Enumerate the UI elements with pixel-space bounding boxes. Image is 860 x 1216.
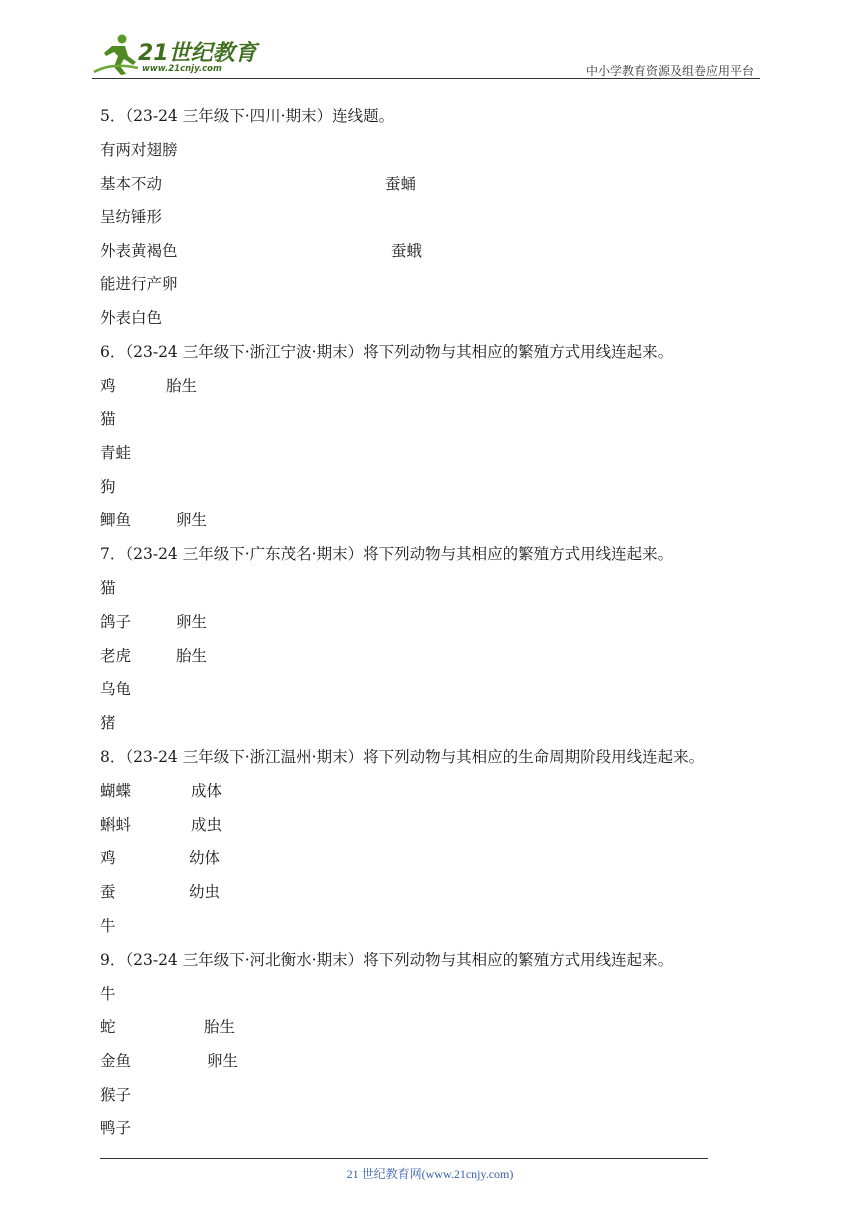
match-right-item: 蚕蛾 bbox=[391, 242, 423, 260]
footer-divider bbox=[100, 1158, 708, 1159]
match-left-item: 老虎 bbox=[100, 647, 132, 665]
match-left-item: 蚕 bbox=[100, 883, 116, 901]
match-right-item: 幼虫 bbox=[189, 883, 221, 901]
logo-url: www.21cnjy.com bbox=[142, 64, 222, 74]
match-right-item: 胎生 bbox=[166, 377, 198, 395]
match-right-item: 卵生 bbox=[176, 511, 208, 529]
runner-logo-icon bbox=[92, 32, 144, 76]
match-right-item: 成虫 bbox=[191, 816, 223, 834]
header-divider bbox=[92, 78, 760, 79]
match-right-item: 胎生 bbox=[204, 1018, 236, 1036]
match-right-item: 幼体 bbox=[189, 849, 221, 867]
match-left-item: 猴子 bbox=[100, 1086, 132, 1104]
match-left-item: 牛 bbox=[100, 985, 116, 1003]
question-title: 9．（23-24 三年级下·河北衡水·期末）将下列动物与其相应的繁殖方式用线连起来。 bbox=[100, 951, 674, 969]
match-left-item: 青蛙 bbox=[100, 444, 132, 462]
match-right-item: 卵生 bbox=[207, 1052, 239, 1070]
match-left-item: 牛 bbox=[100, 917, 116, 935]
question-title: 7．（23-24 三年级下·广东茂名·期末）将下列动物与其相应的繁殖方式用线连起来。 bbox=[100, 545, 674, 563]
match-right-item: 胎生 bbox=[176, 647, 208, 665]
match-left-item: 鲫鱼 bbox=[100, 511, 132, 529]
match-right-item: 成体 bbox=[191, 782, 223, 800]
match-left-item: 蝌蚪 bbox=[100, 816, 132, 834]
match-right-item: 蚕蛹 bbox=[385, 175, 417, 193]
match-left-item: 金鱼 bbox=[100, 1052, 132, 1070]
match-left-item: 呈纺锤形 bbox=[100, 208, 163, 226]
match-left-item: 能进行产卵 bbox=[100, 275, 178, 293]
match-left-item: 猫 bbox=[100, 410, 116, 428]
page-header bbox=[92, 30, 760, 78]
match-left-item: 外表黄褐色 bbox=[100, 242, 178, 260]
match-left-item: 有两对翅膀 bbox=[100, 141, 178, 159]
question-title: 5．（23-24 三年级下·四川·期末）连线题。 bbox=[100, 107, 395, 125]
match-left-item: 狗 bbox=[100, 478, 116, 496]
match-left-item: 蝴蝶 bbox=[100, 782, 132, 800]
page-footer: 21 世纪教育网(www.21cnjy.com) bbox=[346, 1167, 514, 1181]
platform-name: 中小学教育资源及组卷应用平台 bbox=[585, 64, 754, 78]
match-left-item: 基本不动 bbox=[100, 175, 163, 193]
question-title: 8．（23-24 三年级下·浙江温州·期末）将下列动物与其相应的生命周期阶段用线连起来。 bbox=[100, 748, 705, 766]
question-title: 6．（23-24 三年级下·浙江宁波·期末）将下列动物与其相应的繁殖方式用线连起来。 bbox=[100, 343, 674, 361]
logo-text: 21世纪教育 bbox=[138, 41, 257, 66]
match-left-item: 猪 bbox=[100, 714, 116, 732]
match-left-item: 鸽子 bbox=[100, 613, 132, 631]
match-left-item: 乌龟 bbox=[100, 680, 132, 698]
match-left-item: 鸡 bbox=[100, 377, 116, 395]
match-right-item: 卵生 bbox=[176, 613, 208, 631]
match-left-item: 蛇 bbox=[100, 1018, 116, 1036]
match-left-item: 外表白色 bbox=[100, 309, 163, 327]
logo bbox=[92, 30, 262, 78]
match-left-item: 猫 bbox=[100, 579, 116, 597]
match-left-item: 鸡 bbox=[100, 849, 116, 867]
match-left-item: 鸭子 bbox=[100, 1119, 132, 1137]
